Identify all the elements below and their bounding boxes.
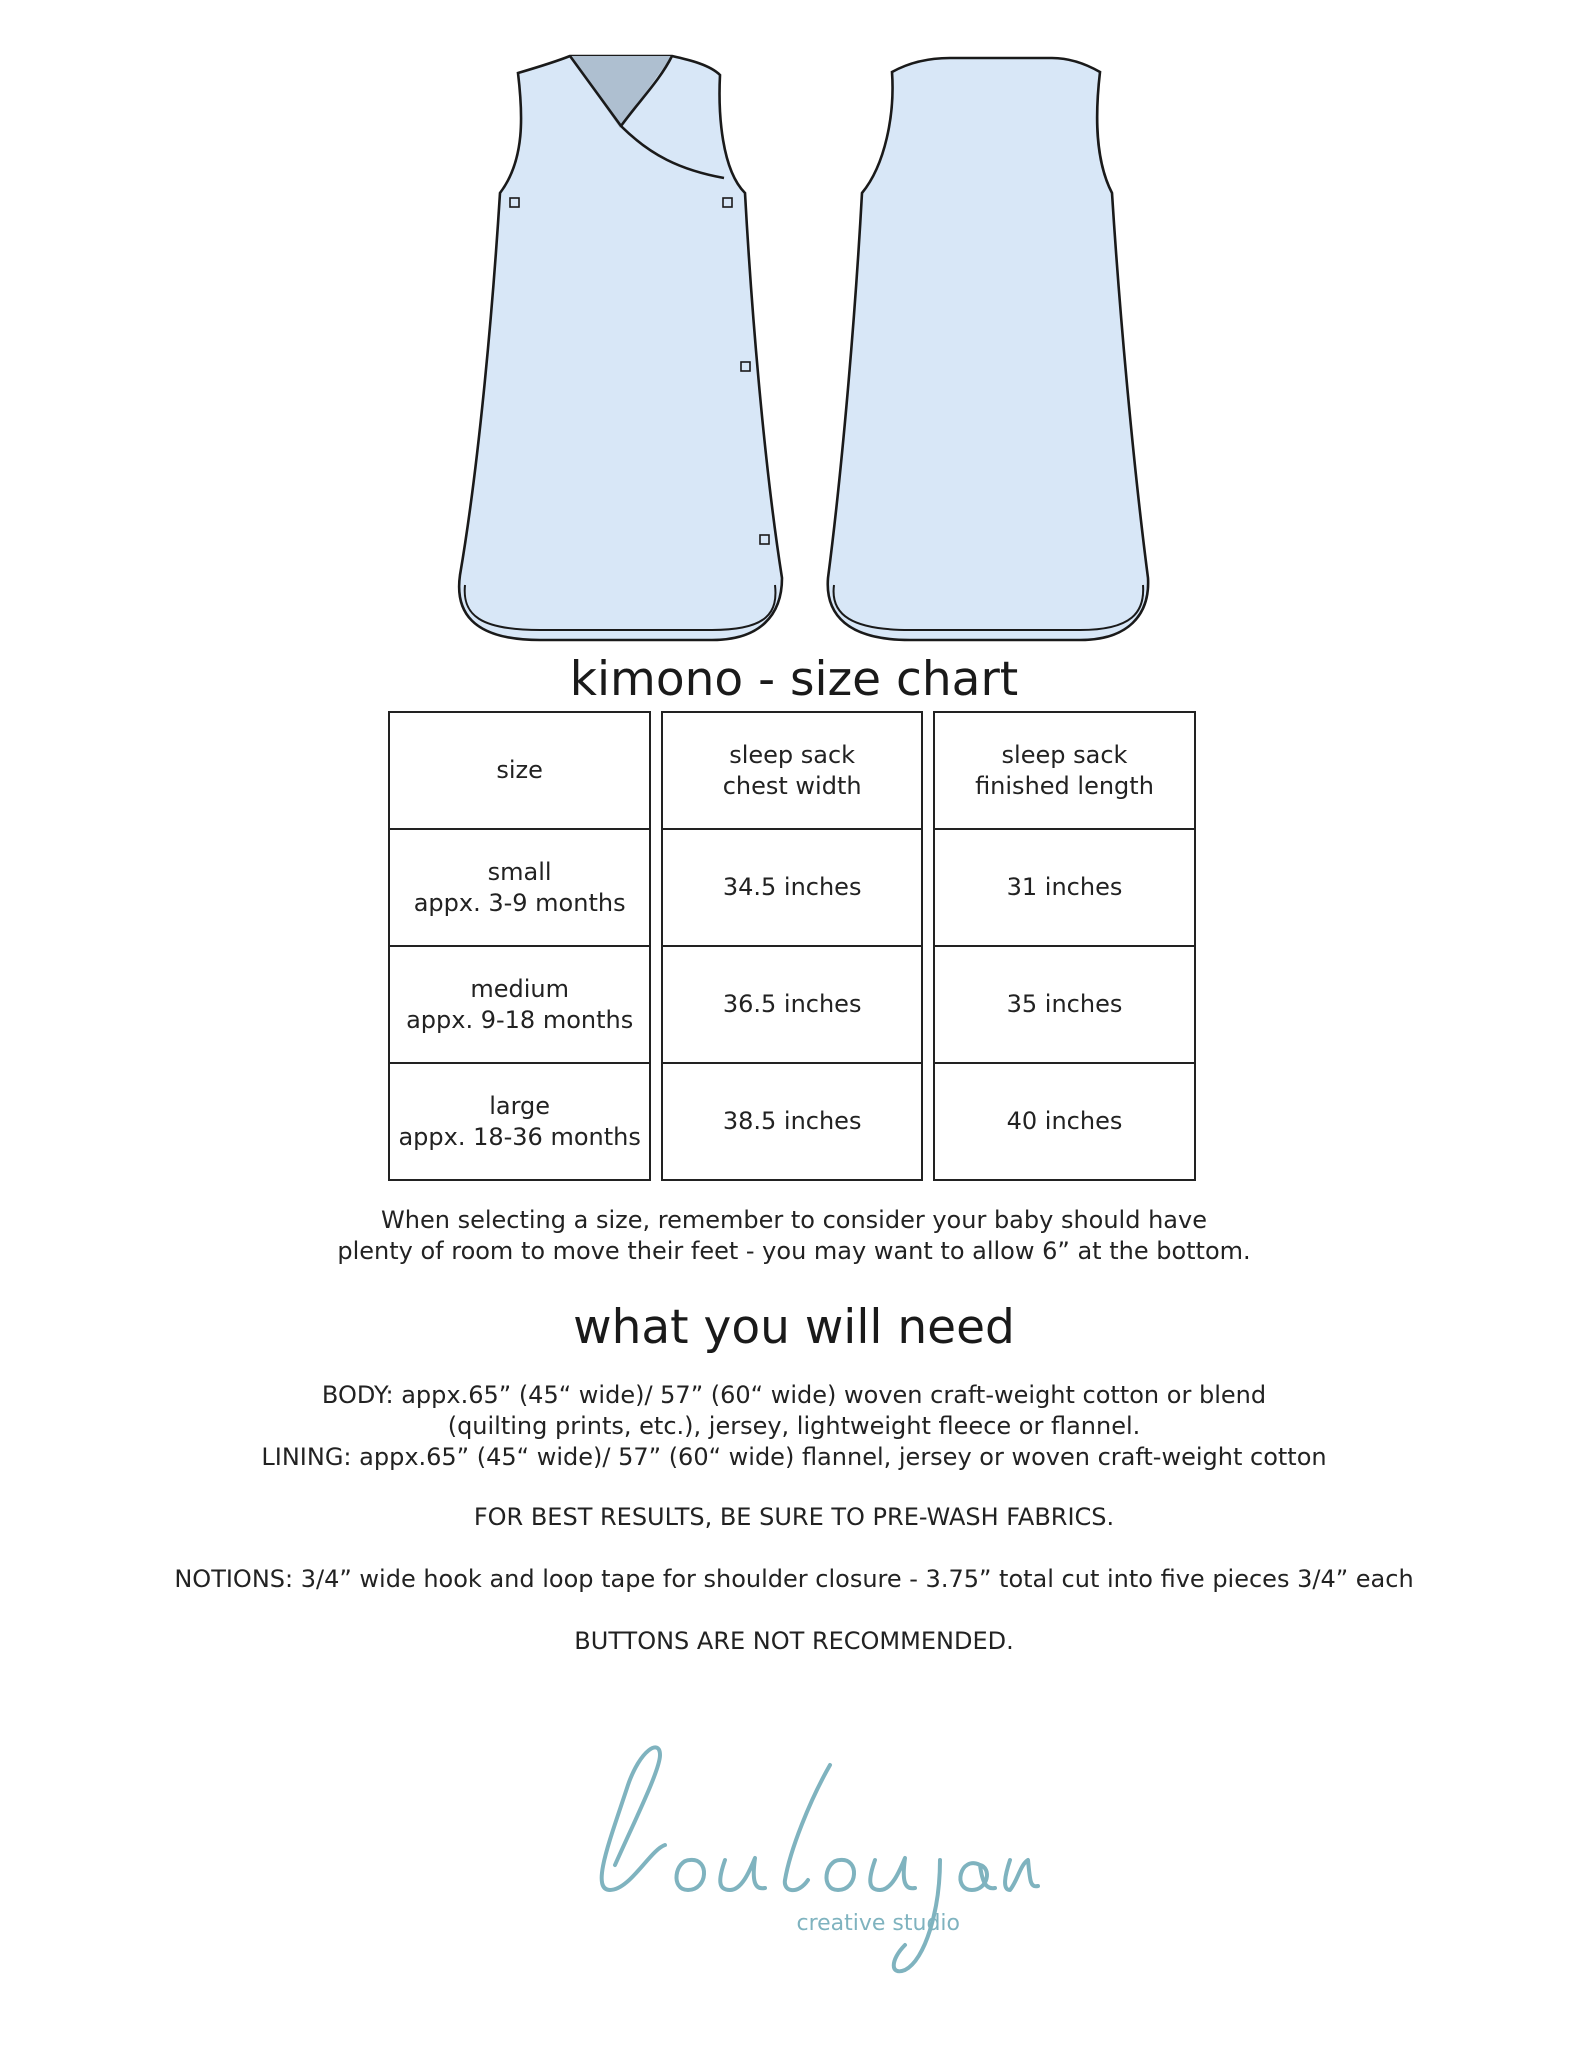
requirements-title: what you will need [573,1300,1015,1355]
sleep-sack-front-view [459,56,782,640]
cell-size: large appx. 18-36 months [388,1064,651,1181]
table-row [388,830,1196,947]
lining-fabric-line: LINING: appx.65” (45“ wide)/ 57” (60“ wide) flannel, jersey or woven craft-weight cotton [261,1443,1327,1471]
front-body-outline [459,56,782,640]
logo-script-mark [602,1747,1038,1971]
header-size: size [388,711,651,830]
buttons-note: BUTTONS ARE NOT RECOMMENDED. [574,1627,1014,1655]
note-line: plenty of room to move their feet - you may want to allow 6” at the bottom. [337,1237,1251,1265]
logo-tagline: creative studio [796,1911,960,1936]
cell-length: 35 inches [933,947,1196,1064]
sleep-sack-back-view [828,58,1148,640]
cell-length: 40 inches [933,1064,1196,1181]
body-fabric-line: BODY: appx.65” (45“ wide)/ 57” (60“ wide) woven craft-weight cotton or blend [321,1381,1267,1409]
cell-length: 31 inches [933,830,1196,947]
cell-chest: 34.5 inches [661,830,923,947]
cell-chest: 38.5 inches [661,1064,923,1181]
body-fabric-line: (quilting prints, etc.), jersey, lightweight fleece or flannel. [447,1412,1141,1440]
prewash-note: FOR BEST RESULTS, BE SURE TO PRE-WASH FABRICS. [473,1503,1115,1531]
note-line: When selecting a size, remember to consider your baby should have [381,1206,1207,1234]
table-header-row [388,711,1196,830]
back-body-outline [828,58,1148,640]
brand-logo [540,1730,1040,1990]
header-chest-width: sleep sack chest width [661,711,923,830]
notions-note: NOTIONS: 3/4” wide hook and loop tape for shoulder closure - 3.75” total cut into five pieces 3/4” each [174,1565,1414,1593]
header-finished-length: sleep sack finished length [933,711,1196,830]
garment-illustrations [0,0,1588,660]
cell-chest: 36.5 inches [661,947,923,1064]
size-chart-table [378,711,1206,1181]
fabric-requirements [0,1380,1588,1473]
table-row [388,947,1196,1064]
size-chart-title: kimono - size chart [569,652,1019,707]
cell-size: medium appx. 9-18 months [388,947,651,1064]
table-row [388,1064,1196,1181]
size-selection-note [0,1205,1588,1267]
cell-size: small appx. 3-9 months [388,830,651,947]
